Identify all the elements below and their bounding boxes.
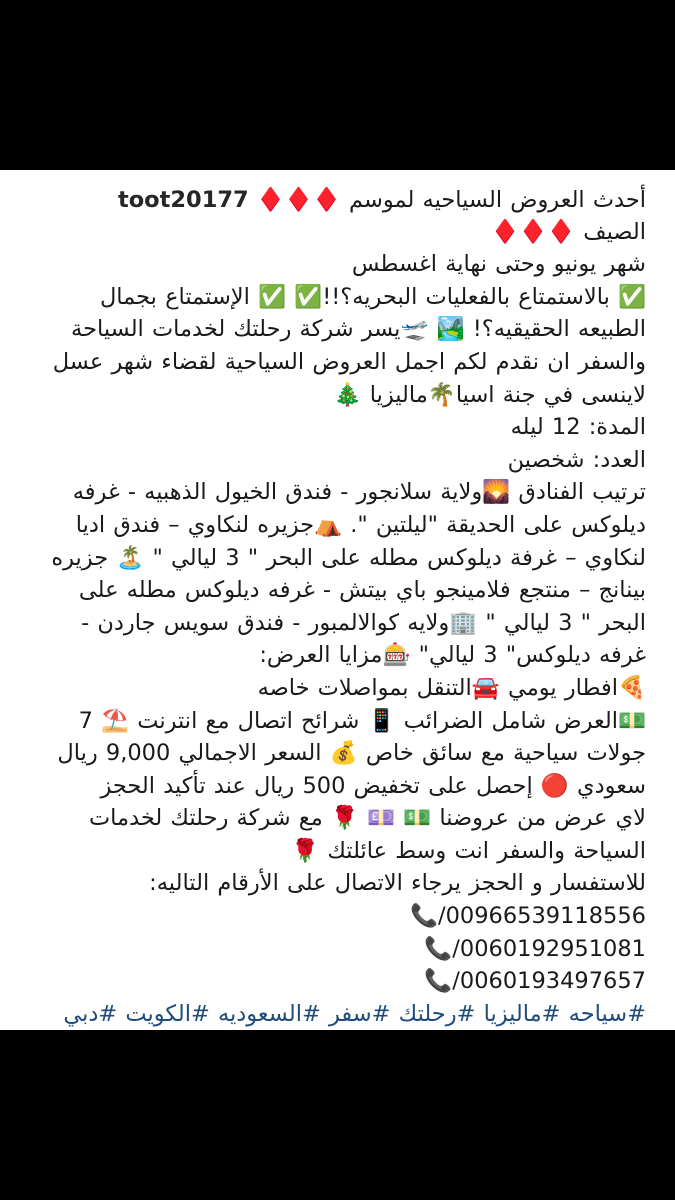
bottom-black-area [0,1030,675,1200]
caption-line: سعودي 🔴 إحصل على تخفيض 500 ريال عند تأكيد الحجز [100,772,646,799]
phone-line [24,900,646,933]
post-caption-panel [0,170,675,1030]
caption-line: لاي عرض من عروضنا 💵 💷 🌹 مع شركة رحلتك لخدمات [88,805,646,832]
caption-line: البحر " 3 ليالي " 🏢ولايه كوالالمبور - فندق سويس جاردن - [81,609,646,636]
caption-line: شهر يونيو وحتى نهاية اغسطس [351,251,646,278]
caption-line: بينانج – منتجع فلامينجو باي بيتش - غرفه ديلوكس مطله على [78,577,646,604]
post-caption [24,184,646,1030]
caption-line: والسفر ان نقدم لكم اجمل العروض السياحية لقضاء شهر عسل [52,348,646,375]
caption-line: جولات سياحية مع سائق خاص 💰 السعر الاجمالي 9,000 ريال [57,740,646,767]
caption-title-part-1: أحدث العروض السياحيه لموسم ♦️♦️♦️ [256,187,646,213]
caption-line: غرفه ديلوكس" 3 ليالي" 🎰مزايا العرض: [259,642,646,669]
phone-number-link[interactable]: 📞/00966539118556 [409,903,646,930]
hashtags-line[interactable]: #سياحه #ماليزيا #رحلتك #سفر #السعوديه #الكويت #دبي [63,1000,646,1027]
phone-number-link[interactable]: 📞/0060193497657 [424,968,646,995]
caption-line: الصيف ♦️♦️♦️ [491,218,646,245]
caption-line: العدد: شخصين [507,446,646,473]
phone-line [24,933,646,966]
username-link[interactable]: toot20177 [117,187,249,213]
caption-line: الطبيعه الحقيقيه؟! 🏞️ 🛫يسر شركة رحلتك لخدمات السياحة [71,316,646,343]
caption-line: ديلوكس على الحديقة "ليلتين ". ⛺جزيره لنكاوي – فندق اديا [75,511,646,538]
caption-line: لنكاوي – غرفة ديلوكس مطله على البحر " 3 ليالي " 🏝️ جزيره [51,544,646,571]
caption-line: 🍕افطار يومي 🚘التنقل بمواصلات خاصه [257,674,646,701]
phone-number-link[interactable]: 📞/0060192951081 [424,935,646,962]
phone-line [24,965,646,998]
caption-line: لاينسى في جنة اسيا🌴ماليزيا 🎄 [333,381,646,408]
caption-line: ✅ بالاستمتاع بالفعليات البحريه؟!!✅ ✅ الإستمتاع بجمال [99,283,646,310]
caption-line: للاستفسار و الحجز يرجاء الاتصال على الأرقام التاليه: [149,870,646,897]
caption-line: 💵العرض شامل الضرائب 📱 شرائح اتصال مع انترنت ⛱️ 7 [78,707,646,734]
caption-header-line [24,184,646,217]
caption-line: السياحة والسفر انت وسط عائلتك 🌹 [291,837,646,864]
caption-line: المدة: 12 ليله [510,414,646,441]
caption-line: ترتيب الفنادق 🌄ولاية سلانجور - فندق الخيول الذهبيه - غرفه [72,479,646,506]
